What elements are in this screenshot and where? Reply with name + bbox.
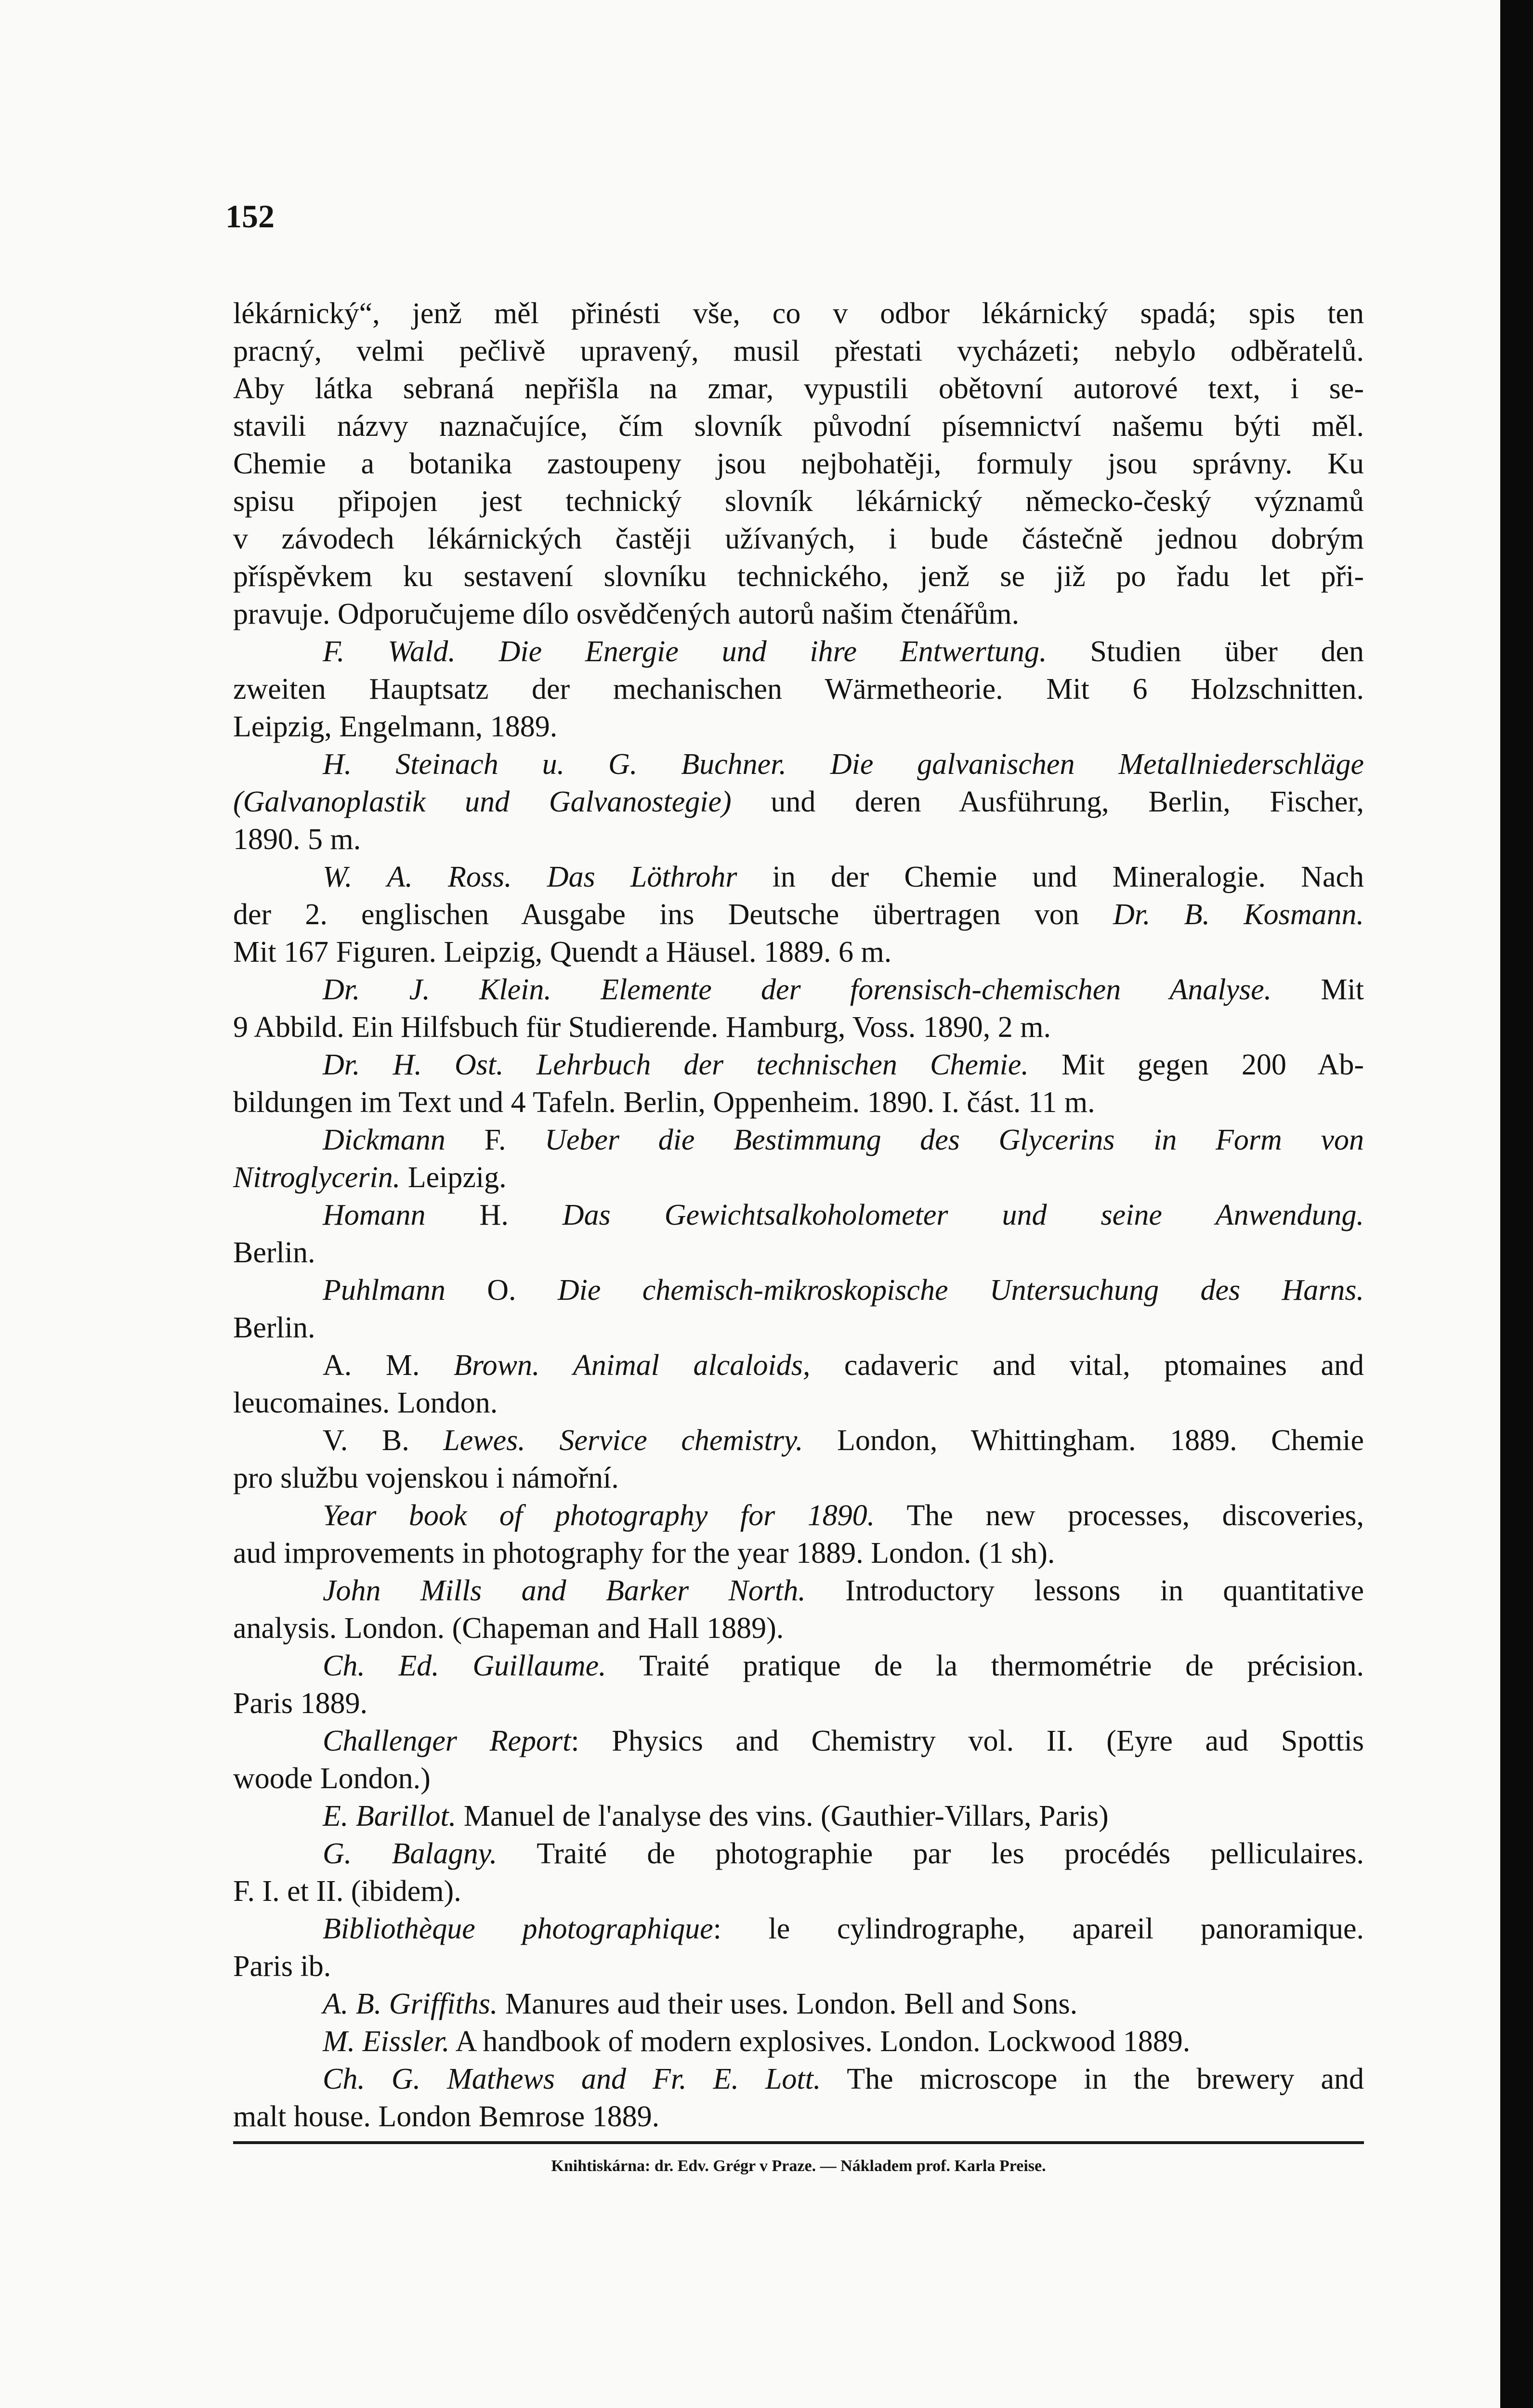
bibliography-entry [233,633,1364,746]
roman-text: Studien über den [1047,635,1364,668]
text-line [233,821,1364,858]
text-line [233,407,1364,445]
roman-text: Traité de photographie par les procédés pelliculaires. [497,1837,1364,1870]
roman-text: der 2. englischen Ausgabe ins Deutsche übertragen von [233,898,1113,931]
italic-title-text: Challenger Report [323,1725,571,1757]
text-line [233,1121,1364,1159]
bibliography-entry [233,1271,1364,1347]
italic-title-text: Lewes. Service chemistry. [443,1424,803,1457]
text-line [233,1572,1364,1610]
roman-text: Mit gegen 200 Ab- [1028,1048,1364,1081]
text-line [233,1309,1364,1347]
roman-text: und deren Ausführung, Berlin, Fischer, [731,785,1364,818]
text-line [233,1384,1364,1422]
italic-title-text: Homann [323,1199,426,1231]
text-line [233,445,1364,483]
bibliography-entry [233,2060,1364,2135]
bibliography-entry [233,746,1364,858]
roman-text: H. [425,1199,563,1231]
roman-text: V. B. [323,1424,444,1457]
roman-text: malt house. London Bemrose 1889. [233,2100,660,2133]
roman-text: Aby látka sebraná nepřišla na zmar, vypustili obětovní autorové text, i se- [233,372,1364,405]
italic-title-text: Bibliothèque photographique [323,1912,713,1945]
text-line [233,2098,1364,2135]
bibliography-entry [233,1910,1364,1985]
roman-text: Manuel de l'analyse des vins. (Gauthier-Villars, Paris) [456,1800,1109,1832]
roman-text: lékárnický“, jenž měl přinésti vše, co v odbor lékárnický spadá; spis ten [233,297,1364,330]
italic-title-text: Nitroglycerin. [233,1161,401,1194]
italic-title-text: Ueber die Bestimmung des Glycerins in Form von [545,1124,1364,1156]
roman-text: analysis. London. (Chapeman and Hall 1889). [233,1612,784,1645]
text-line [233,520,1364,558]
italic-title-text: Ch. Ed. Guillaume. [323,1649,606,1682]
roman-text: A. M. [323,1349,454,1382]
text-line [233,746,1364,783]
text-line [233,1271,1364,1309]
italic-title-text: F. Wald. Die Energie und ihre Entwertung. [323,635,1047,668]
roman-text: A handbook of modern explosives. London. Lockwood 1889. [449,2025,1191,2058]
text-line [233,370,1364,407]
text-line [233,1084,1364,1121]
roman-text: Paris 1889. [233,1687,367,1720]
roman-text: Berlin. [233,1311,315,1344]
text-line [233,2023,1364,2060]
roman-text: aud improvements in photography for the year 1889. London. (1 sh). [233,1537,1055,1570]
roman-text: pro službu vojenskou i námořní. [233,1462,619,1494]
text-line [233,1610,1364,1647]
italic-title-text: Die chemisch-mikroskopische Untersuchung des Harns. [557,1274,1364,1307]
roman-text: v závodech lékárnických častěji užívaných, i bude částečně jednou dobrým [233,523,1364,555]
text-line [233,1534,1364,1572]
roman-text: F. [445,1124,545,1156]
printer-imprint: Knihtiskárna: dr. Edv. Grégr v Praze. — Nákladem prof. Karla Preise. [551,2157,1046,2175]
bibliography-entry [233,858,1364,971]
text-line [233,483,1364,520]
text-line [233,896,1364,933]
text-line [233,1948,1364,1985]
italic-title-text: Dr. J. Klein. Elemente der forensisch-chemischen Analyse. [323,973,1272,1006]
roman-text: The new processes, discoveries, [875,1499,1364,1532]
roman-text: příspěvkem ku sestavení slovníku technického, jenž se již po řadu let při- [233,560,1364,593]
text-line [233,1722,1364,1760]
italic-title-text: G. Balagny. [323,1837,498,1870]
text-line [233,708,1364,746]
text-line [233,933,1364,971]
italic-title-text: Dickmann [323,1124,445,1156]
roman-text: in der Chemie und Mineralogie. Nach [737,861,1364,893]
roman-text: Mit [1271,973,1364,1006]
roman-text: zweiten Hauptsatz der mechanischen Wärmetheorie. Mit 6 Holzschnitten. [233,673,1364,706]
roman-text: spisu připojen jest technický slovník lékárnický německo-český významů [233,485,1364,518]
text-line [233,1046,1364,1084]
bibliography-entry [233,1835,1364,1910]
text-line [233,1159,1364,1196]
roman-text: O. [445,1274,558,1307]
text-line [233,295,1364,332]
text-line [233,1497,1364,1534]
text-line [233,1347,1364,1384]
italic-title-text: John Mills and Barker North. [323,1574,806,1607]
scan-edge-border [1500,0,1533,2408]
roman-text: London, Whittingham. 1889. Chemie [803,1424,1364,1457]
roman-text: woode London.) [233,1762,431,1795]
roman-text: The microscope in the brewery and [821,2063,1364,2095]
text-line [233,558,1364,595]
text-line [233,1459,1364,1497]
text-line [233,670,1364,708]
text-line [233,1008,1364,1046]
text-line [233,633,1364,670]
text-line [233,1985,1364,2023]
text-line [233,971,1364,1008]
text-line [233,783,1364,821]
roman-text: pravuje. Odporučujeme dílo osvědčených autorů našim čtenářům. [233,598,1020,630]
text-line [233,1797,1364,1835]
italic-title-text: Year book of photography for 1890. [323,1499,875,1532]
bibliography-entry [233,1722,1364,1797]
roman-text: Chemie a botanika zastoupeny jsou nejbohatěji, formuly jsou správny. Ku [233,447,1364,480]
italic-title-text: W. A. Ross. Das Löthrohr [323,861,737,893]
italic-title-text: E. Barillot. [323,1800,457,1832]
roman-text: cadaveric and vital, ptomaines and [810,1349,1364,1382]
bibliography-entry [233,1046,1364,1121]
italic-title-text: Ch. G. Mathews and Fr. E. Lott. [323,2063,821,2095]
bibliography-entry [233,1422,1364,1497]
roman-text: stavili názvy naznačujíce, čím slovník původní písemnictví našemu býti měl. [233,410,1364,443]
roman-text: Introductory lessons in quantitative [805,1574,1364,1607]
italic-title-text: H. Steinach u. G. Buchner. Die galvanischen Metallniederschläge [323,748,1364,781]
roman-text: Manures aud their uses. London. Bell and Sons. [498,1988,1078,2020]
roman-text: Traité pratique de la thermométrie de précision. [606,1649,1364,1682]
bibliography-entry [233,1797,1364,1835]
text-line [233,1647,1364,1685]
roman-text: bildungen im Text und 4 Tafeln. Berlin, Oppenheim. 1890. I. část. 11 m. [233,1086,1095,1119]
text-line [233,858,1364,896]
text-line [233,1835,1364,1872]
italic-title-text: M. Eissler. [323,2025,450,2058]
bibliography-entry [233,2023,1364,2060]
text-line [233,1872,1364,1910]
roman-text: : le cylindrographe, apareil panoramique. [713,1912,1364,1945]
italic-title-text: Das Gewichtsalkoholometer und seine Anwendung. [562,1199,1364,1231]
roman-text: Berlin. [233,1236,315,1269]
bibliography-entry [233,1497,1364,1572]
text-line [233,1234,1364,1271]
bibliography-entry [233,1985,1364,2023]
roman-text: : Physics and Chemistry vol. II. (Eyre aud Spottis [571,1725,1364,1757]
italic-title-text: (Galvanoplastik und Galvanostegie) [233,785,732,818]
text-line [233,1685,1364,1722]
text-line [233,1422,1364,1459]
italic-title-text: Puhlmann [323,1274,445,1307]
bibliography-entry [233,1196,1364,1271]
bibliography-entry [233,1347,1364,1422]
roman-text: Leipzig, Engelmann, 1889. [233,710,558,743]
roman-text: Mit 167 Figuren. Leipzig, Quendt a Häusel. 1889. 6 m. [233,936,892,968]
text-line [233,1910,1364,1948]
italic-title-text: A. B. Griffiths. [323,1988,498,2020]
text-line [233,1760,1364,1797]
footer-divider [233,2141,1364,2144]
review-paragraph [233,295,1364,633]
bibliography-entry [233,971,1364,1046]
italic-title-text: Dr. H. Ost. Lehrbuch der technischen Chemie. [323,1048,1029,1081]
roman-text: leucomaines. London. [233,1387,498,1419]
text-line [233,1196,1364,1234]
roman-text: Leipzig. [400,1161,507,1194]
roman-text: 1890. 5 m. [233,823,361,856]
italic-title-text: Brown. Animal alcaloids, [453,1349,811,1382]
text-line [233,595,1364,633]
roman-text: F. I. et II. (ibidem). [233,1875,461,1908]
bibliography-entry [233,1572,1364,1647]
text-line [233,332,1364,370]
bibliography-entry [233,1121,1364,1196]
italic-title-text: Dr. B. Kosmann. [1113,898,1364,931]
roman-text: 9 Abbild. Ein Hilfsbuch für Studierende. Hamburg, Voss. 1890, 2 m. [233,1011,1051,1044]
roman-text: pracný, velmi pečlivě upravený, musil přestati vycházeti; nebylo odběratelů. [233,335,1364,367]
page-body-text [233,295,1364,2135]
bibliography-entry [233,1647,1364,1722]
page-number: 152 [225,198,275,235]
roman-text: Paris ib. [233,1950,331,1983]
text-line [233,2060,1364,2098]
